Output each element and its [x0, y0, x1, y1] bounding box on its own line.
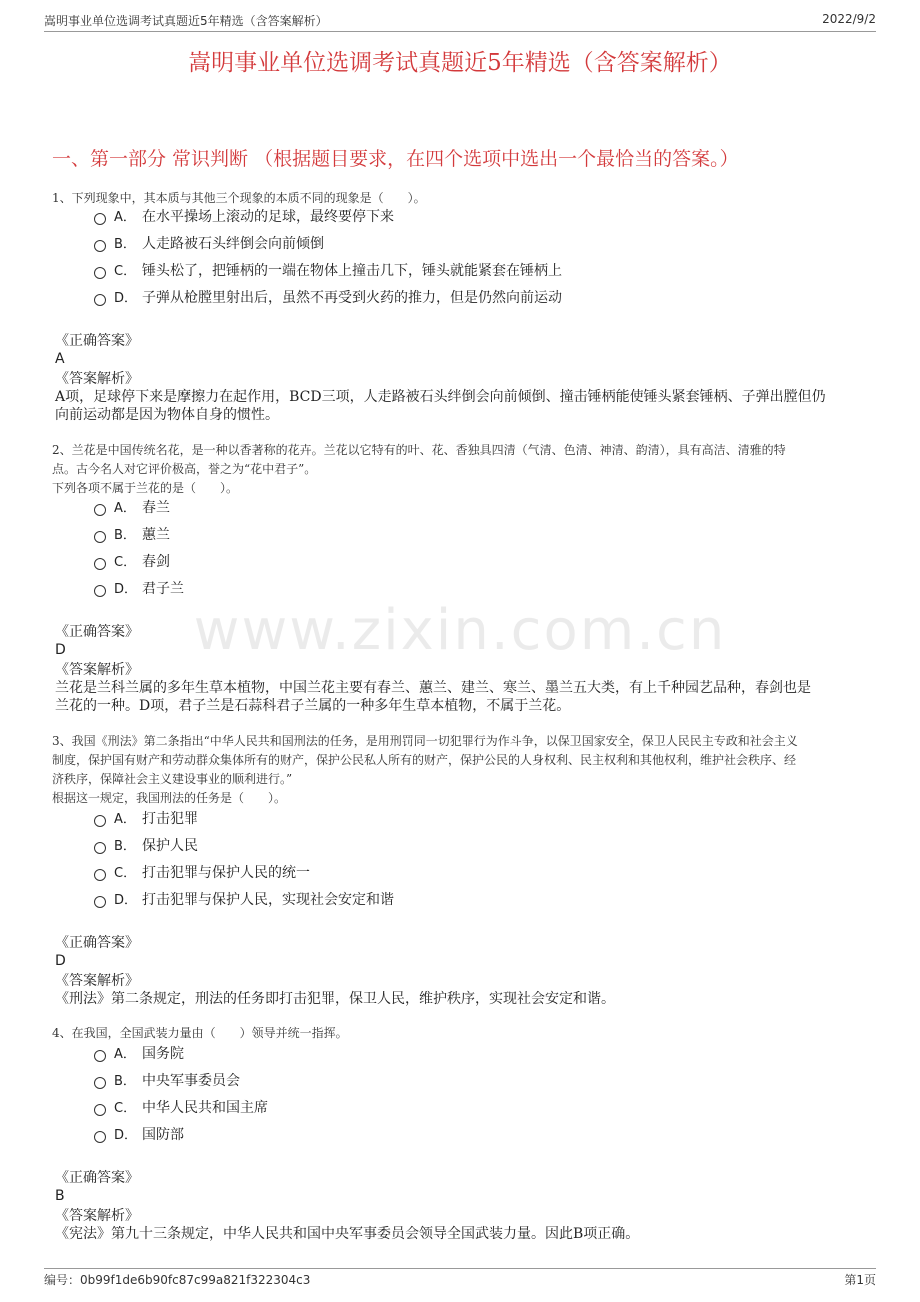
option-text: 打击犯罪 [142, 811, 198, 827]
option-letter: B． [114, 839, 136, 854]
radio-icon[interactable] [94, 504, 106, 516]
question-1-text: 1、下列现象中，其本质与其他三个现象的本质不同的现象是（ ）。 [52, 191, 426, 205]
option-text: 人走路被石头绊倒会向前倾倒 [142, 236, 324, 252]
question-1-analysis-label: 《答案解析》 [55, 371, 139, 387]
option-text: 打击犯罪与保护人民的统一 [142, 865, 310, 881]
option-letter: B． [114, 237, 136, 252]
question-3-text-line-3: 济秩序，保障社会主义建设事业的顺利进行。” [52, 772, 293, 786]
page-title: 嵩明事业单位选调考试真题近5年精选（含答案解析） [188, 50, 732, 76]
radio-icon[interactable] [94, 1077, 106, 1089]
question-4-option-a[interactable] [94, 1044, 184, 1064]
option-text: 打击犯罪与保护人民，实现社会安定和谐 [142, 892, 394, 908]
question-4-option-c[interactable] [94, 1098, 268, 1118]
radio-icon[interactable] [94, 267, 106, 279]
option-letter: D． [114, 582, 138, 597]
question-1-option-c[interactable] [94, 261, 562, 281]
question-4-option-b[interactable] [94, 1071, 240, 1091]
option-text: 中央军事委员会 [142, 1073, 240, 1089]
question-1-analysis-line-1: A项，足球停下来是摩擦力在起作用，BCD三项，人走路被石头绊倒会向前倾倒、撞击锤柄能使锤头紧套锤柄、子弹出膛但仍 [55, 389, 826, 405]
radio-icon[interactable] [94, 531, 106, 543]
option-letter: A． [114, 501, 136, 516]
footer-divider [44, 1268, 876, 1269]
question-1-correct-label: 《正确答案》 [55, 333, 139, 349]
option-letter: C． [114, 555, 137, 570]
question-3-text-line-2: 制度，保护国有财产和劳动群众集体所有的财产，保护公民私人所有的财产，保护公民的人身权利、民主权利和其他权利，维护社会秩序、经 [52, 753, 797, 767]
radio-icon[interactable] [94, 240, 106, 252]
question-2-text-line-1: 2、兰花是中国传统名花，是一种以香著称的花卉。兰花以它特有的叶、花、香独具四清（气清、色清、神清、韵清），具有高洁、清雅的特 [52, 443, 786, 457]
question-4-answer: B [55, 1188, 65, 1204]
radio-icon[interactable] [94, 896, 106, 908]
question-2-option-d[interactable] [94, 579, 184, 599]
option-text: 保护人民 [142, 838, 198, 854]
option-text: 国务院 [142, 1046, 184, 1062]
question-3-option-c[interactable] [94, 863, 310, 883]
question-2-option-a[interactable] [94, 498, 170, 518]
radio-icon[interactable] [94, 1050, 106, 1062]
question-2-prompt: 下列各项不属于兰花的是（ ）。 [52, 481, 239, 495]
question-3-prompt: 根据这一规定，我国刑法的任务是（ ）。 [52, 791, 287, 805]
radio-icon[interactable] [94, 1131, 106, 1143]
header-date: 2022/9/2 [822, 12, 876, 26]
option-letter: A． [114, 812, 136, 827]
option-letter: C． [114, 866, 137, 881]
option-letter: B． [114, 1074, 136, 1089]
option-letter: D． [114, 893, 138, 908]
question-4-analysis-label: 《答案解析》 [55, 1208, 139, 1224]
question-3-correct-label: 《正确答案》 [55, 935, 139, 951]
question-4-text: 4、在我国，全国武装力量由（ ）领导并统一指挥。 [52, 1026, 348, 1040]
question-4-analysis-line-1: 《宪法》第九十三条规定，中华人民共和国中央军事委员会领导全国武装力量。因此B项正确。 [55, 1226, 640, 1242]
question-3-analysis-label: 《答案解析》 [55, 973, 139, 989]
question-1-option-d[interactable] [94, 288, 562, 308]
question-2-text-line-2: 点。古今名人对它评价极高，誉之为“花中君子”。 [52, 462, 317, 476]
question-2-analysis-line-2: 兰花的一种。D项，君子兰是石蒜科君子兰属的一种多年生草本植物，不属于兰花。 [55, 698, 571, 714]
radio-icon[interactable] [94, 585, 106, 597]
question-3-option-b[interactable] [94, 836, 198, 856]
radio-icon[interactable] [94, 869, 106, 881]
question-2-option-b[interactable] [94, 525, 170, 545]
footer-doc-id: 编号：0b99f1de6b90fc87c99a821f322304c3 [44, 1273, 311, 1287]
option-text: 子弹从枪膛里射出后，虽然不再受到火药的推力，但是仍然向前运动 [142, 290, 562, 306]
radio-icon[interactable] [94, 294, 106, 306]
question-2-analysis-label: 《答案解析》 [55, 662, 139, 678]
radio-icon[interactable] [94, 213, 106, 225]
option-letter: A． [114, 1047, 136, 1062]
question-4-option-d[interactable] [94, 1125, 184, 1145]
radio-icon[interactable] [94, 558, 106, 570]
option-text: 蕙兰 [142, 527, 170, 543]
option-letter: A． [114, 210, 136, 225]
option-text: 春剑 [142, 554, 170, 570]
question-3-text-line-1: 3、我国《刑法》第二条指出“中华人民共和国刑法的任务，是用刑罚同一切犯罪行为作斗争，以保卫国家安全，保卫人民民主专政和社会主义 [52, 734, 798, 748]
question-1-option-b[interactable] [94, 234, 324, 254]
option-text: 君子兰 [142, 581, 184, 597]
question-2-correct-label: 《正确答案》 [55, 624, 139, 640]
radio-icon[interactable] [94, 815, 106, 827]
question-2-answer: D [55, 642, 66, 658]
question-3-analysis-line-1: 《刑法》第二条规定，刑法的任务即打击犯罪，保卫人民，维护秩序，实现社会安定和谐。 [55, 991, 615, 1007]
question-3-option-d[interactable] [94, 890, 394, 910]
radio-icon[interactable] [94, 842, 106, 854]
option-letter: B． [114, 528, 136, 543]
option-letter: D． [114, 291, 138, 306]
question-2-option-c[interactable] [94, 552, 170, 572]
section-heading: 一、第一部分 常识判断 （根据题目要求，在四个选项中选出一个最恰当的答案。） [52, 148, 739, 170]
question-3-answer: D [55, 953, 66, 969]
question-1-option-a[interactable] [94, 207, 394, 227]
watermark: www.zixin.com.cn [193, 598, 727, 663]
question-3-option-a[interactable] [94, 809, 198, 829]
question-4-correct-label: 《正确答案》 [55, 1170, 139, 1186]
option-letter: D． [114, 1128, 138, 1143]
option-text: 锤头松了，把锤柄的一端在物体上撞击几下，锤头就能紧套在锤柄上 [142, 263, 562, 279]
question-1-answer: A [55, 351, 65, 367]
option-text: 国防部 [142, 1127, 184, 1143]
option-letter: C． [114, 264, 137, 279]
option-text: 中华人民共和国主席 [142, 1100, 268, 1116]
footer-page-number: 第1页 [844, 1273, 876, 1287]
header-doc-title: 嵩明事业单位选调考试真题近5年精选（含答案解析） [44, 14, 328, 28]
option-letter: C． [114, 1101, 137, 1116]
option-text: 春兰 [142, 500, 170, 516]
question-2-analysis-line-1: 兰花是兰科兰属的多年生草本植物，中国兰花主要有春兰、蕙兰、建兰、寒兰、墨兰五大类，有上千种园艺品种，春剑也是 [55, 680, 811, 696]
question-1-analysis-line-2: 向前运动都是因为物体自身的惯性。 [55, 407, 279, 423]
radio-icon[interactable] [94, 1104, 106, 1116]
header-divider [44, 31, 876, 32]
option-text: 在水平操场上滚动的足球，最终要停下来 [142, 209, 394, 225]
